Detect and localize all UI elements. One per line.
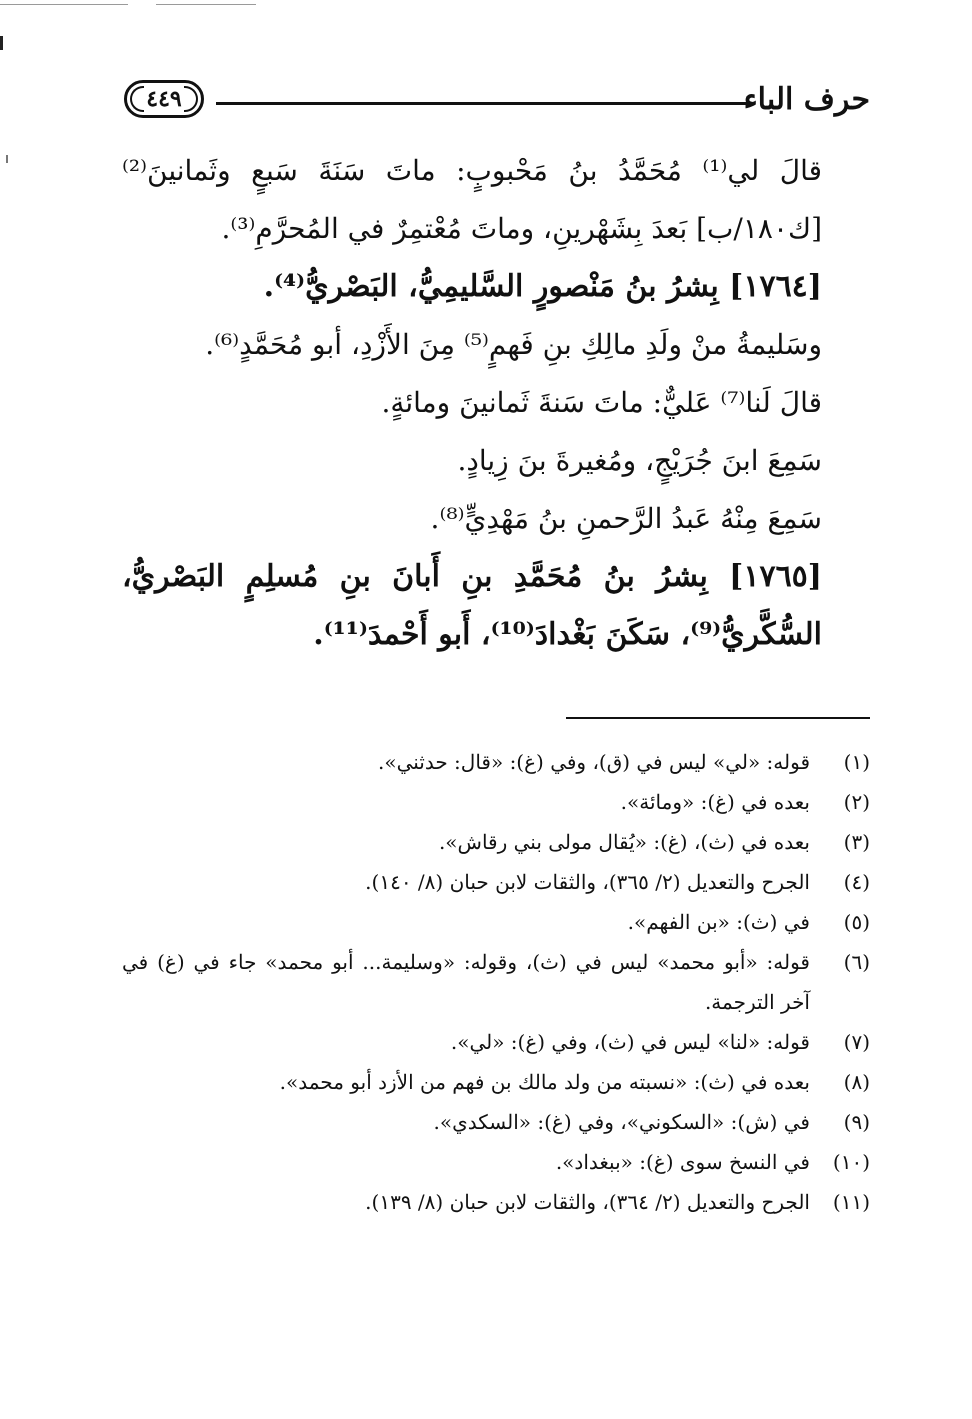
footnote-number: (٨)	[843, 1070, 870, 1094]
chapter-title: حرف الباء	[743, 82, 870, 117]
footnote-text: بعده في (غ): «ومائة».	[620, 790, 810, 814]
header-rule	[216, 102, 752, 105]
footnote-text: في النسخ سوى (غ): «ببغداد».	[555, 1150, 810, 1174]
footnote-separator	[566, 717, 870, 719]
footnote-item	[122, 782, 870, 822]
scan-edge-line	[156, 4, 256, 5]
footnote-text: قوله: «لنا» ليس في (ث)، وفي (غ): «لي».	[450, 1030, 810, 1054]
footnote-item	[122, 942, 870, 1022]
footnote-text: الجرح والتعديل (٢/ ٣٦٥)، والثقات لابن حبان (٨/ ١٤٠).	[365, 870, 810, 894]
footnote-item	[122, 1102, 870, 1142]
page-number-badge: ٤٤٩	[124, 80, 204, 118]
entry-heading-1765: [١٧٦٥] بِشرُ بنُ مُحَمَّدِ بنِ أَبانَ بنِ مُسلِمٍ البَصْريُّ، السُّكَّريُّ⁽⁹⁾، سَكَنَ بَغْدادَ⁽¹⁰⁾، أَبو أَحْمدَ⁽¹¹⁾.	[122, 559, 822, 652]
footnote-text: قوله: «لي» ليس في (ق)، وفي (غ): «قال: حدثني».	[377, 750, 810, 774]
footnote-number: (٣)	[843, 830, 870, 854]
running-header	[124, 78, 870, 124]
footnote-number: (٦)	[843, 950, 870, 974]
entry-heading-1764: [١٧٦٤] بِشرُ بنُ مَنْصورٍ السَّليمِيُّ، البَصْريُّ⁽⁴⁾.	[263, 269, 822, 304]
main-text	[122, 142, 870, 664]
footnote-item	[122, 742, 870, 782]
footnote-number: (٥)	[843, 910, 870, 934]
footnote-item	[122, 902, 870, 942]
footnote-item	[122, 1022, 870, 1062]
footnote-number: (١)	[843, 750, 870, 774]
paragraph-heard-from: سَمِعَ ابنَ جُرَيْجٍ، ومُغيرةَ بنَ زِيادٍ.	[457, 444, 822, 477]
footnote-text: بعده في (ث)، (غ): «يُقال مولى بني رقاش».	[438, 830, 810, 854]
footnote-item	[122, 1142, 870, 1182]
footnote-number: (٤)	[843, 870, 870, 894]
scan-margin-mark	[0, 36, 3, 50]
paragraph-heard-by: سَمِعَ مِنْهُ عَبدُ الرَّحمنِ بنُ مَهْدِيٍّ⁽⁸⁾.	[430, 502, 822, 535]
paragraph-lineage: وسَليمةُ منْ ولَدِ مالِكِ بنِ فَهمٍ⁽⁵⁾ مِنَ الأَزْدِ، أبو مُحَمَّدٍ⁽⁶⁾.	[205, 328, 822, 361]
footnote-number: (١٠)	[832, 1150, 870, 1174]
footnote-item	[122, 1062, 870, 1102]
footnote-text: قوله: «أبو محمد» ليس في (ث)، وقوله: «وسليمة... أبو محمد» جاء في (غ) في آخر الترجمة.	[122, 950, 810, 1014]
footnote-number: (٩)	[843, 1110, 870, 1134]
footnote-text: في (ث): «بن الفهم».	[627, 910, 810, 934]
footnote-number: (٢)	[843, 790, 870, 814]
footnote-item	[122, 862, 870, 902]
footnote-text: الجرح والتعديل (٢/ ٣٦٤)، والثقات لابن حبان (٨/ ١٣٩).	[365, 1190, 810, 1214]
footnote-text: في (ش): «السكوني»، وفي (غ): «السكدي».	[433, 1110, 810, 1134]
paragraph-death: قالَ لَنا⁽⁷⁾ عَليٌّ: ماتَ سَنةَ ثَمانينَ ومائةٍ.	[381, 386, 822, 419]
footnote-text: بعده في (ث): «نسبته من ولد مالك بن فهم من الأزد أبو محمد».	[279, 1070, 810, 1094]
footnote-item	[122, 1182, 870, 1222]
scan-margin-mark	[6, 155, 8, 163]
footnote-number: (١١)	[832, 1190, 870, 1214]
footnote-item	[122, 822, 870, 862]
footnote-number: (٧)	[843, 1030, 870, 1054]
footnotes-list	[122, 742, 870, 1222]
scan-edge-line	[0, 4, 128, 5]
paragraph-narration: قالَ لي⁽¹⁾ مُحَمَّدُ بنُ مَحْبوبٍ: ماتَ سَنَةَ سَبعٍ وثَمانينَ⁽²⁾ [ك١٨٠/ب] بَعدَ بِشَهْرينِ، وماتَ مُعْتمِرٌ في المُحرَّمِ⁽³⁾.	[122, 154, 822, 245]
